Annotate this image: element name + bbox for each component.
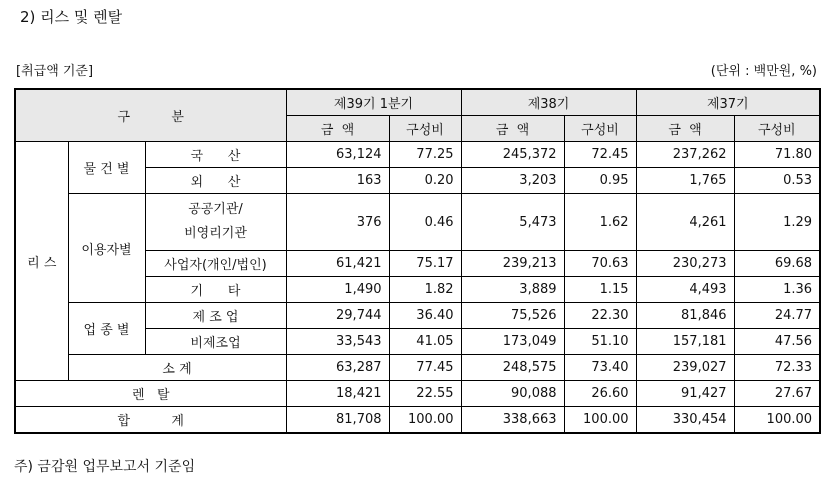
basis-label: [취급액 기준]	[16, 64, 94, 79]
cell-ratio: 0.53	[734, 168, 820, 194]
cell-ratio: 26.60	[564, 381, 636, 407]
cell-ratio: 70.63	[564, 251, 636, 277]
cell-ratio: 71.80	[734, 142, 820, 168]
cell-ratio: 47.56	[734, 329, 820, 355]
cell-amount: 163	[286, 168, 389, 194]
cell-amount: 3,203	[461, 168, 564, 194]
cell-amount: 63,124	[286, 142, 389, 168]
header-amount: 금 액	[636, 116, 734, 142]
cell-ratio: 1.29	[734, 194, 820, 251]
cell-ratio: 100.00	[389, 407, 461, 434]
footnote: 주) 금감원 업무보고서 기준임	[14, 459, 196, 475]
cell-amount: 81,846	[636, 303, 734, 329]
section-title: 2) 리스 및 렌탈	[20, 8, 123, 26]
cell-amount: 157,181	[636, 329, 734, 355]
cell-amount: 61,421	[286, 251, 389, 277]
row-label: 국 산	[145, 142, 286, 168]
cell-amount: 338,663	[461, 407, 564, 434]
cell-amount: 4,493	[636, 277, 734, 303]
group-by-goods-label: 물 건 별	[68, 142, 145, 194]
cell-ratio: 77.45	[389, 355, 461, 381]
row-label: 외 산	[145, 168, 286, 194]
cell-amount: 63,287	[286, 355, 389, 381]
cell-amount: 91,427	[636, 381, 734, 407]
cell-amount: 4,261	[636, 194, 734, 251]
total-label: 합 계	[15, 407, 286, 434]
subtotal-label: 소 계	[68, 355, 286, 381]
header-period-39-q1: 제39기 1분기	[286, 89, 461, 116]
cell-amount: 33,543	[286, 329, 389, 355]
cell-amount: 29,744	[286, 303, 389, 329]
cell-amount: 1,490	[286, 277, 389, 303]
cell-ratio: 100.00	[734, 407, 820, 434]
group-by-user-label: 이용자별	[68, 194, 145, 303]
header-ratio: 구성비	[564, 116, 636, 142]
unit-label: (단위 : 백만원, %)	[710, 64, 817, 79]
cell-amount: 75,526	[461, 303, 564, 329]
cell-amount: 1,765	[636, 168, 734, 194]
table-row	[15, 194, 820, 251]
cell-ratio: 36.40	[389, 303, 461, 329]
cell-amount: 230,273	[636, 251, 734, 277]
cell-amount: 90,088	[461, 381, 564, 407]
total-row	[15, 407, 820, 434]
header-ratio: 구성비	[389, 116, 461, 142]
rental-row	[15, 381, 820, 407]
group-by-industry-label: 업 종 별	[68, 303, 145, 355]
cell-ratio: 22.30	[564, 303, 636, 329]
cell-amount: 248,575	[461, 355, 564, 381]
lease-rental-table	[14, 88, 821, 434]
cell-ratio: 41.05	[389, 329, 461, 355]
table-row	[15, 303, 820, 329]
cell-amount: 173,049	[461, 329, 564, 355]
row-label: 제 조 업	[145, 303, 286, 329]
cell-ratio: 0.46	[389, 194, 461, 251]
cell-ratio: 73.40	[564, 355, 636, 381]
cell-amount: 239,213	[461, 251, 564, 277]
cell-amount: 237,262	[636, 142, 734, 168]
table-row	[15, 142, 820, 168]
cell-ratio: 72.33	[734, 355, 820, 381]
cell-ratio: 100.00	[564, 407, 636, 434]
cell-amount: 330,454	[636, 407, 734, 434]
cell-ratio: 75.17	[389, 251, 461, 277]
cell-ratio: 1.36	[734, 277, 820, 303]
cell-ratio: 77.25	[389, 142, 461, 168]
cell-amount: 18,421	[286, 381, 389, 407]
cell-ratio: 69.68	[734, 251, 820, 277]
cell-ratio: 51.10	[564, 329, 636, 355]
cell-amount: 5,473	[461, 194, 564, 251]
cell-amount: 3,889	[461, 277, 564, 303]
subtotal-row	[15, 355, 820, 381]
cell-ratio: 27.67	[734, 381, 820, 407]
row-label: 공공기관/ 비영리기관	[145, 194, 286, 251]
cell-ratio: 1.15	[564, 277, 636, 303]
cell-amount: 376	[286, 194, 389, 251]
cell-ratio: 0.95	[564, 168, 636, 194]
cell-ratio: 22.55	[389, 381, 461, 407]
header-amount: 금 액	[286, 116, 389, 142]
cell-ratio: 1.82	[389, 277, 461, 303]
header-period-37: 제37기	[636, 89, 820, 116]
lease-group-label: 리 스	[15, 142, 68, 381]
cell-ratio: 1.62	[564, 194, 636, 251]
rental-label: 렌 탈	[15, 381, 286, 407]
header-period-38: 제38기	[461, 89, 636, 116]
cell-ratio: 0.20	[389, 168, 461, 194]
cell-amount: 239,027	[636, 355, 734, 381]
row-label: 사업자(개인/법인)	[145, 251, 286, 277]
cell-ratio: 72.45	[564, 142, 636, 168]
header-ratio: 구성비	[734, 116, 820, 142]
header-category: 구 분	[15, 89, 286, 142]
row-label: 기 타	[145, 277, 286, 303]
cell-amount: 81,708	[286, 407, 389, 434]
cell-ratio: 24.77	[734, 303, 820, 329]
cell-amount: 245,372	[461, 142, 564, 168]
row-label: 비제조업	[145, 329, 286, 355]
header-amount: 금 액	[461, 116, 564, 142]
